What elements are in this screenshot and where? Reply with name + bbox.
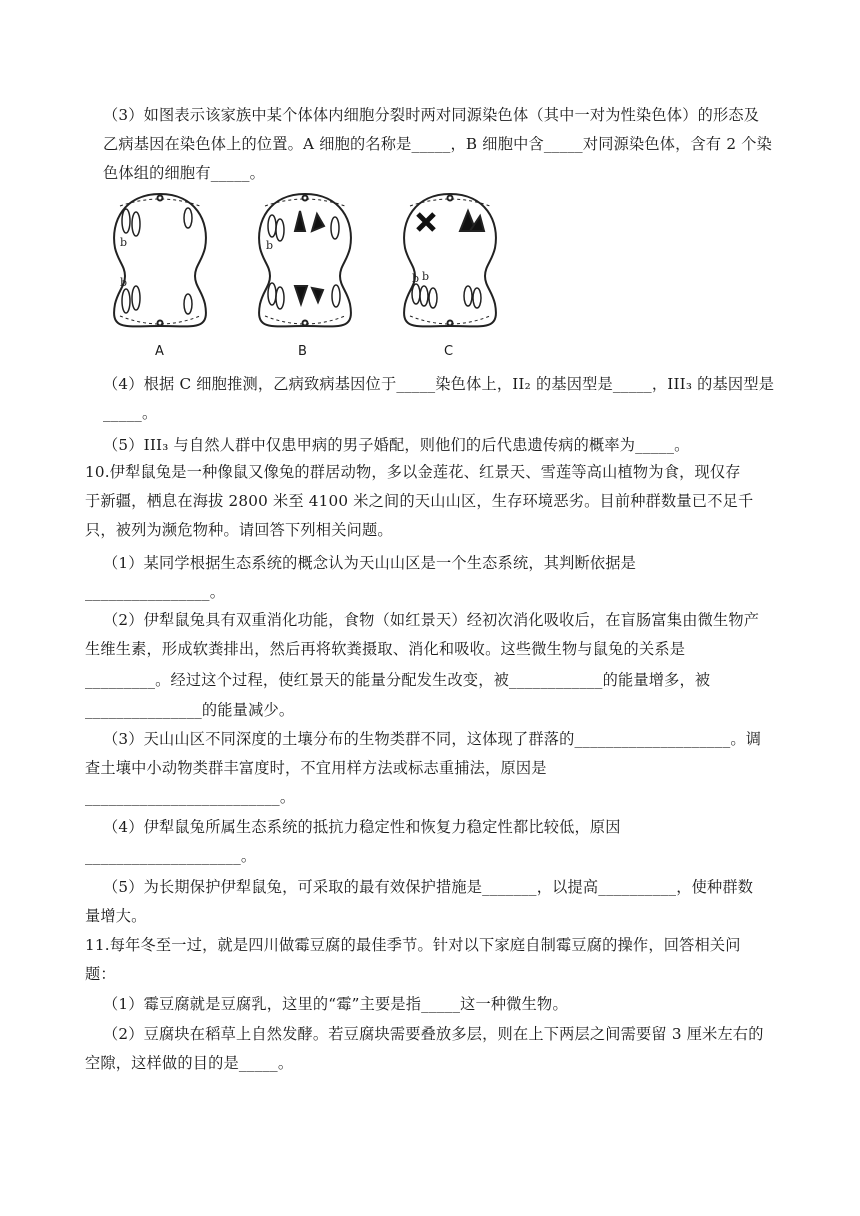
cell-b-diagram: [259, 194, 351, 326]
text-line: _______________的能量减少。: [85, 701, 295, 719]
question-10-line: 10.伊犁鼠兔是一种像鼠又像兔的群居动物，多以金莲花、红景天、雪莲等高山植物为食，现仅存: [85, 463, 741, 481]
text-line: 乙病基因在染色体上的位置。A 细胞的名称是_____，B 细胞中含_____对同源染色体，含有 2 个染: [103, 135, 773, 153]
gene-b-label: b: [120, 276, 128, 289]
text-line: ________________。: [85, 583, 226, 601]
cell-b-label: B: [298, 344, 307, 359]
text-line: （2）豆腐块在稻草上自然发酵。若豆腐块需要叠放多层，则在上下两层之间需要留 3 厘米左右的: [103, 1025, 764, 1043]
text-line: _________。经过这个过程，使红景天的能量分配发生改变，被____________的能量增多，被: [85, 671, 711, 689]
gene-b-label: b: [120, 236, 128, 249]
text-line: ____________________。: [85, 847, 257, 865]
cell-c-diagram: [404, 194, 496, 326]
text-line: （5）III₃ 与自然人群中仅患甲病的男子婚配，则他们的后代患遗传病的概率为_____。: [103, 436, 690, 454]
text-line: 空隙，这样做的目的是_____。: [85, 1054, 294, 1072]
text-line: 只，被列为濒危物种。请回答下列相关问题。: [85, 521, 393, 539]
text-line: （2）伊犁鼠兔具有双重消化功能，食物（如红景天）经初次消化吸收后，在盲肠富集由微生物产: [103, 611, 760, 629]
cell-diagrams: [100, 186, 500, 366]
text-line: _________________________。: [85, 788, 296, 806]
question-11-line: 11.每年冬至一过，就是四川做霉豆腐的最佳季节。针对以下家庭自制霉豆腐的操作，回答相关问: [85, 936, 741, 954]
gene-b-label: b: [412, 272, 420, 285]
cell-a-diagram: [114, 194, 206, 326]
text-line: （5）为长期保护伊犁鼠兔，可采取的最有效保护措施是_______，以提高__________，使种群数: [103, 878, 754, 896]
text-line: （3）天山山区不同深度的土壤分布的生物类群不同，这体现了群落的____________________。调: [103, 730, 762, 748]
text-line: （1）霉豆腐就是豆腐乳，这里的“霉”主要是指_____这一种微生物。: [103, 995, 568, 1013]
gene-b-label: b: [266, 239, 274, 252]
text-line: 色体组的细胞有_____。: [103, 164, 266, 182]
gene-b-label: b: [422, 270, 430, 283]
text-line: 生维生素，形成软粪排出，然后再将软粪摄取、消化和吸收。这些微生物与鼠兔的关系是: [85, 640, 686, 658]
text-line: 题：: [85, 965, 116, 983]
cell-division-figure: [100, 186, 500, 366]
cell-c-label: C: [444, 344, 454, 359]
text-line: 于新疆，栖息在海拔 2800 米至 4100 米之间的天山山区，生存环境恶劣。目前种群数量已不足千: [85, 492, 754, 510]
text-line: （4）伊犁鼠兔所属生态系统的抵抗力稳定性和恢复力稳定性都比较低，原因: [103, 818, 621, 836]
text-line: 量增大。: [85, 907, 147, 925]
text-line: 查土壤中小动物类群丰富度时，不宜用样方法或标志重捕法，原因是: [85, 759, 547, 777]
text-line: （4）根据 C 细胞推测，乙病致病基因位于_____染色体上，II₂ 的基因型是_____，III₃ 的基因型是: [103, 375, 775, 393]
cell-a-label: A: [155, 344, 164, 359]
text-line: （1）某同学根据生态系统的概念认为天山山区是一个生态系统，其判断依据是: [103, 554, 637, 572]
text-line: （3）如图表示该家族中某个体体内细胞分裂时两对同源染色体（其中一对为性染色体）的形态及: [103, 106, 760, 124]
text-line: _____。: [103, 404, 158, 422]
